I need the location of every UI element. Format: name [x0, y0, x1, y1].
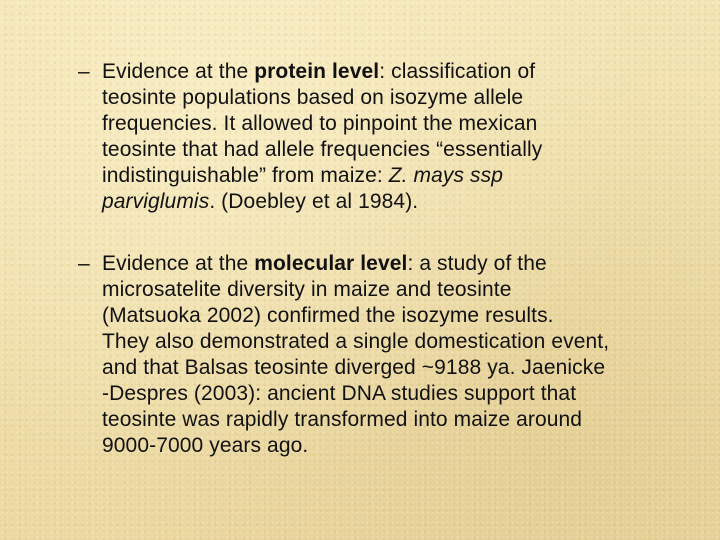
- bullet-molecular-evidence: [78, 251, 688, 459]
- text-run: Evidence at the: [102, 252, 255, 275]
- bullet-text: [102, 251, 688, 459]
- bullet-text: [102, 59, 688, 215]
- text-line: [102, 59, 688, 85]
- text-line: [102, 163, 688, 189]
- bold-term-molecular-level: molecular level: [254, 252, 408, 275]
- text-line: They also demonstrated a single domestication event,: [102, 330, 610, 353]
- text-line: 9000-7000 years ago.: [102, 434, 309, 457]
- text-line: microsatelite diversity in maize and teosinte: [102, 278, 512, 301]
- text-line: and that Balsas teosinte diverged ~9188 ya. Jaenicke: [102, 356, 606, 379]
- bullet-dash: –: [78, 60, 90, 83]
- bullet-dash: –: [78, 252, 90, 275]
- text-line: teosinte populations based on isozyme allele: [102, 86, 524, 109]
- text-line: (Matsuoka 2002) confirmed the isozyme results.: [102, 304, 554, 327]
- bullet-protein-evidence: [78, 59, 688, 215]
- text-line: frequencies. It allowed to pinpoint the mexican: [102, 112, 538, 135]
- text-line: teosinte was rapidly transformed into maize around: [102, 408, 583, 431]
- text-run: . (Doebley et al 1984).: [209, 190, 419, 213]
- text-line: [102, 251, 688, 277]
- text-run: indistinguishable” from maize:: [102, 164, 389, 187]
- text-line: -Despres (2003): ancient DNA studies support that: [102, 382, 577, 405]
- text-run: : a study of the: [407, 252, 547, 275]
- text-line: teosinte that had allele frequencies “essentially: [102, 138, 543, 161]
- italic-species-name: Z. mays ssp: [388, 164, 504, 187]
- text-run: : classification of: [379, 60, 536, 83]
- text-line: [102, 189, 688, 215]
- bold-term-protein-level: protein level: [254, 60, 380, 83]
- italic-species-name: parviglumis: [102, 190, 210, 213]
- text-run: Evidence at the: [102, 60, 255, 83]
